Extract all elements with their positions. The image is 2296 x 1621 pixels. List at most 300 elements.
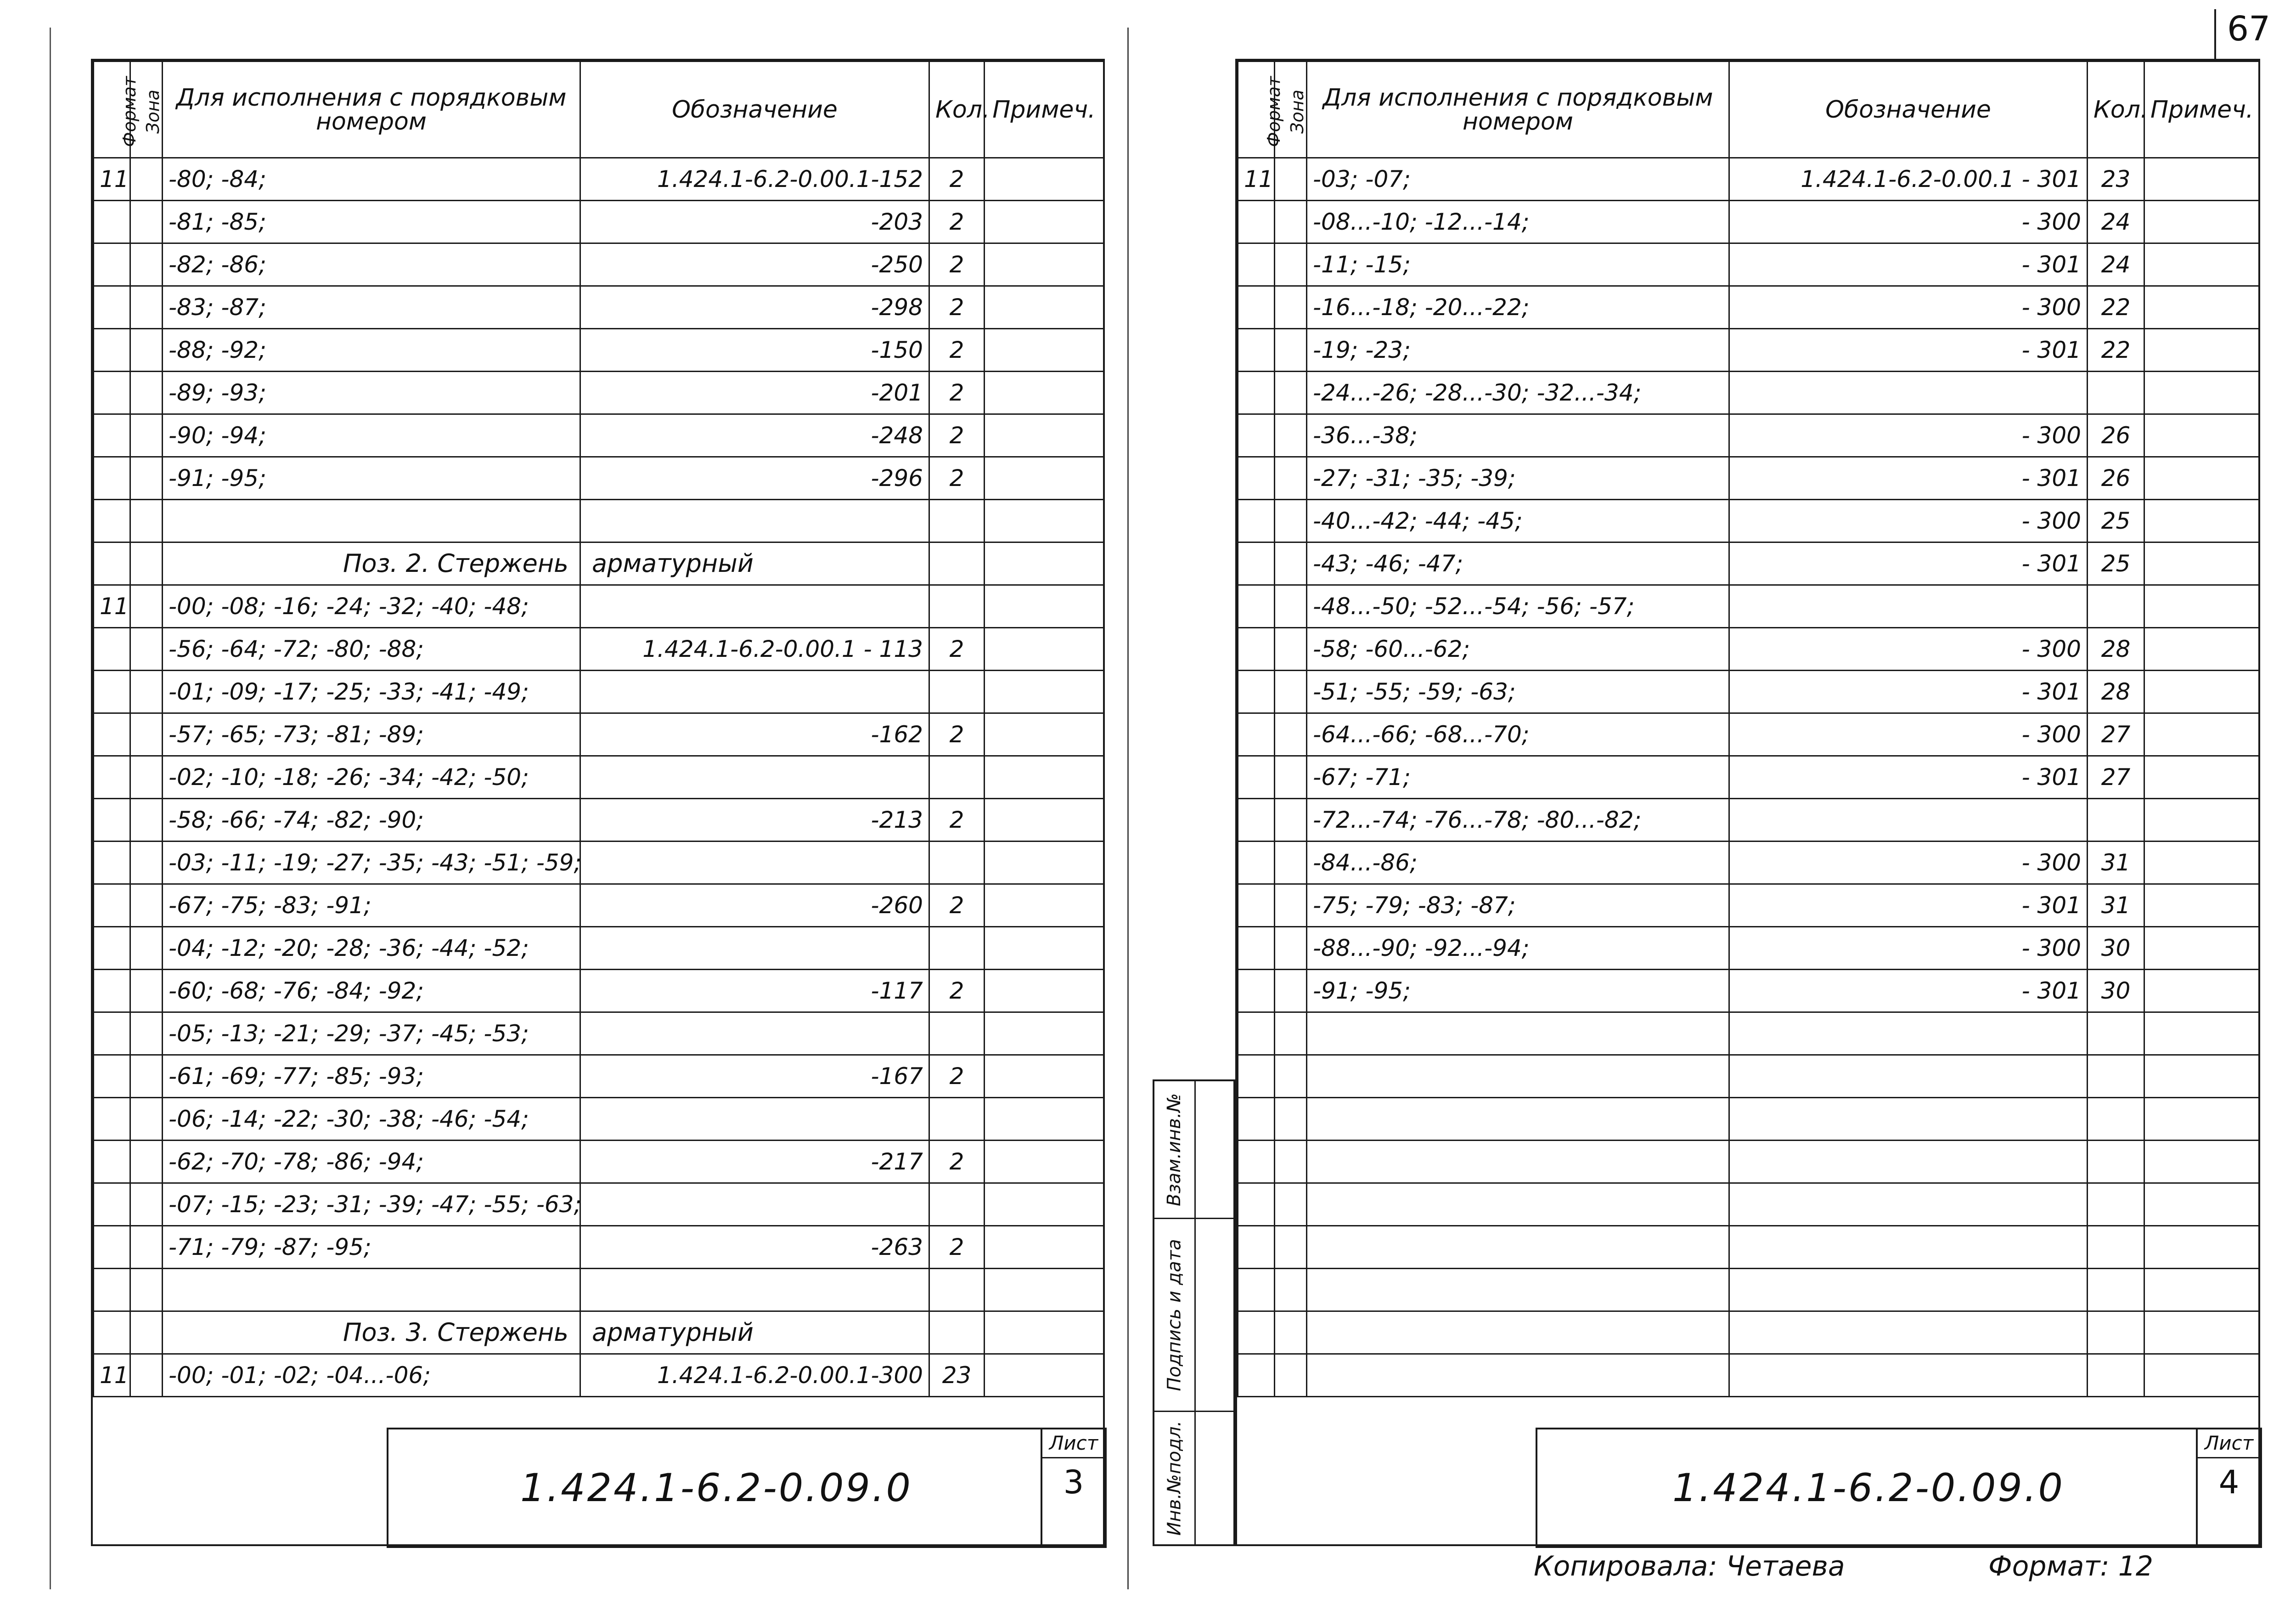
cell-format bbox=[1238, 243, 1275, 286]
cell-zone bbox=[130, 884, 163, 927]
cell-execution: -58; -66; -74; -82; -90; bbox=[163, 799, 580, 842]
table-row bbox=[94, 500, 1104, 542]
table-row bbox=[1238, 372, 2259, 414]
table-row bbox=[1238, 500, 2259, 542]
cell-execution: -48...-50; -52...-54; -56; -57; bbox=[1307, 585, 1729, 628]
cell-note bbox=[985, 286, 1104, 329]
cell-execution: -80; -84; bbox=[163, 158, 580, 201]
cell-zone bbox=[1275, 1269, 1307, 1311]
document-code: 1.424.1-6.2-0.09.0 bbox=[1672, 1465, 2065, 1510]
spec-table-left bbox=[93, 61, 1104, 1397]
cell-designation bbox=[1729, 1055, 2088, 1098]
cell-qty bbox=[929, 671, 985, 713]
cell-note bbox=[985, 1311, 1104, 1354]
cell-qty bbox=[2088, 1311, 2144, 1354]
cell-note bbox=[985, 884, 1104, 927]
cell-note bbox=[2144, 842, 2259, 884]
cell-execution bbox=[1307, 1141, 1729, 1183]
cell-zone bbox=[130, 158, 163, 201]
cell-qty: 2 bbox=[929, 1226, 985, 1269]
cell-format bbox=[1238, 1141, 1275, 1183]
cell-format bbox=[1238, 799, 1275, 842]
cell-note bbox=[2144, 671, 2259, 713]
cell-note bbox=[2144, 756, 2259, 799]
cell-execution: -11; -15; bbox=[1307, 243, 1729, 286]
cell-format bbox=[1238, 1183, 1275, 1226]
cell-format bbox=[1238, 286, 1275, 329]
cell-zone bbox=[1275, 628, 1307, 671]
table-row bbox=[94, 585, 1104, 628]
sheet-left bbox=[91, 59, 1105, 1546]
cell-designation bbox=[580, 1183, 929, 1226]
cell-format bbox=[94, 1226, 130, 1269]
table-row bbox=[94, 457, 1104, 500]
cell-designation bbox=[1729, 372, 2088, 414]
cell-execution: -64...-66; -68...-70; bbox=[1307, 713, 1729, 756]
cell-note bbox=[2144, 372, 2259, 414]
cell-format bbox=[94, 799, 130, 842]
sheet-label: Лист bbox=[2198, 1429, 2260, 1458]
cell-format bbox=[1238, 628, 1275, 671]
cell-note bbox=[985, 1183, 1104, 1226]
table-row bbox=[1238, 970, 2259, 1012]
cell-execution: -56; -64; -72; -80; -88; bbox=[163, 628, 580, 671]
cell-zone bbox=[130, 1098, 163, 1141]
cell-qty bbox=[929, 1012, 985, 1055]
cell-execution: -05; -13; -21; -29; -37; -45; -53; bbox=[163, 1012, 580, 1055]
header-zone: Зона bbox=[130, 62, 163, 158]
cell-designation: - 301 bbox=[1729, 671, 2088, 713]
cell-qty: 31 bbox=[2088, 842, 2144, 884]
cell-zone bbox=[130, 414, 163, 457]
cell-zone bbox=[130, 286, 163, 329]
cell-qty bbox=[2088, 372, 2144, 414]
table-row bbox=[94, 158, 1104, 201]
table-row bbox=[94, 970, 1104, 1012]
cell-note bbox=[2144, 500, 2259, 542]
cell-zone bbox=[130, 756, 163, 799]
cell-qty bbox=[2088, 1269, 2144, 1311]
cell-format bbox=[94, 542, 130, 585]
cell-format bbox=[1238, 585, 1275, 628]
cell-format bbox=[94, 1098, 130, 1141]
cell-qty bbox=[929, 1183, 985, 1226]
table-row bbox=[94, 671, 1104, 713]
cell-designation bbox=[1729, 1354, 2088, 1397]
table-row bbox=[1238, 884, 2259, 927]
cell-note bbox=[2144, 1098, 2259, 1141]
table-row bbox=[1238, 799, 2259, 842]
cell-zone bbox=[130, 970, 163, 1012]
cell-execution: -61; -69; -77; -85; -93; bbox=[163, 1055, 580, 1098]
cell-zone bbox=[1275, 286, 1307, 329]
cell-zone bbox=[1275, 372, 1307, 414]
table-row bbox=[94, 414, 1104, 457]
table-row bbox=[94, 1098, 1104, 1141]
cell-designation bbox=[1729, 799, 2088, 842]
cell-qty: 2 bbox=[929, 243, 985, 286]
cell-designation bbox=[1729, 1183, 2088, 1226]
table-row bbox=[1238, 1098, 2259, 1141]
cell-execution bbox=[163, 1269, 580, 1311]
section-title: Поз. 3. Стержень bbox=[163, 1311, 580, 1354]
cell-note bbox=[985, 1098, 1104, 1141]
cell-qty bbox=[929, 927, 985, 970]
cell-designation: -201 bbox=[580, 372, 929, 414]
cell-zone bbox=[130, 542, 163, 585]
header-execution: Для исполнения с порядковым номером bbox=[1307, 62, 1729, 158]
cell-execution: -88...-90; -92...-94; bbox=[1307, 927, 1729, 970]
section-title-cont: арматурный bbox=[580, 542, 929, 585]
cell-qty bbox=[2088, 1354, 2144, 1397]
cell-note bbox=[985, 243, 1104, 286]
cell-execution: -91; -95; bbox=[163, 457, 580, 500]
cell-qty bbox=[2088, 585, 2144, 628]
cell-note bbox=[2144, 927, 2259, 970]
cell-zone bbox=[1275, 756, 1307, 799]
cell-note bbox=[985, 1141, 1104, 1183]
cell-qty: 2 bbox=[929, 970, 985, 1012]
cell-designation bbox=[580, 500, 929, 542]
cell-zone bbox=[130, 1183, 163, 1226]
stamp-inv-original: Инв.№подл. bbox=[1154, 1412, 1233, 1544]
table-row bbox=[94, 1183, 1104, 1226]
cell-note bbox=[985, 671, 1104, 713]
header-qty: Кол. bbox=[929, 62, 985, 158]
cell-note bbox=[985, 799, 1104, 842]
sheet-label: Лист bbox=[1042, 1429, 1105, 1458]
table-row bbox=[94, 756, 1104, 799]
cell-designation bbox=[1729, 1226, 2088, 1269]
cell-format bbox=[94, 329, 130, 372]
table-row bbox=[1238, 542, 2259, 585]
table-row bbox=[94, 286, 1104, 329]
table-row bbox=[1238, 1354, 2259, 1397]
cell-execution bbox=[1307, 1226, 1729, 1269]
cell-zone bbox=[130, 799, 163, 842]
cell-qty: 2 bbox=[929, 1141, 985, 1183]
cell-execution: -83; -87; bbox=[163, 286, 580, 329]
cell-zone bbox=[1275, 671, 1307, 713]
cell-note bbox=[2144, 585, 2259, 628]
cell-note bbox=[2144, 799, 2259, 842]
sheet-right bbox=[1235, 59, 2260, 1546]
cell-note bbox=[985, 927, 1104, 970]
cell-note bbox=[2144, 1269, 2259, 1311]
table-row bbox=[1238, 329, 2259, 372]
cell-qty: 26 bbox=[2088, 457, 2144, 500]
table-row bbox=[94, 927, 1104, 970]
cell-qty: 2 bbox=[929, 201, 985, 243]
cell-designation: - 301 bbox=[1729, 884, 2088, 927]
cell-designation: - 300 bbox=[1729, 286, 2088, 329]
cell-designation: - 300 bbox=[1729, 414, 2088, 457]
cell-zone bbox=[130, 201, 163, 243]
cell-note bbox=[2144, 1012, 2259, 1055]
cell-designation: - 300 bbox=[1729, 201, 2088, 243]
cell-format bbox=[1238, 414, 1275, 457]
cell-format bbox=[1238, 1055, 1275, 1098]
stamp-inv-replace: Взам.инв.№ bbox=[1154, 1081, 1233, 1219]
cell-designation: -250 bbox=[580, 243, 929, 286]
cell-designation bbox=[1729, 1012, 2088, 1055]
table-row bbox=[1238, 1183, 2259, 1226]
cell-qty bbox=[2088, 1098, 2144, 1141]
cell-designation: -117 bbox=[580, 970, 929, 1012]
document-code: 1.424.1-6.2-0.09.0 bbox=[520, 1465, 912, 1510]
table-row bbox=[1238, 1311, 2259, 1354]
cell-qty: 2 bbox=[929, 457, 985, 500]
cell-format bbox=[94, 756, 130, 799]
cell-execution: -36...-38; bbox=[1307, 414, 1729, 457]
cell-designation: -217 bbox=[580, 1141, 929, 1183]
cell-execution: -06; -14; -22; -30; -38; -46; -54; bbox=[163, 1098, 580, 1141]
cell-zone bbox=[1275, 927, 1307, 970]
cell-format bbox=[1238, 970, 1275, 1012]
cell-execution: -27; -31; -35; -39; bbox=[1307, 457, 1729, 500]
cell-note bbox=[2144, 1311, 2259, 1354]
cell-qty bbox=[2088, 1141, 2144, 1183]
table-row bbox=[94, 201, 1104, 243]
cell-execution bbox=[1307, 1055, 1729, 1098]
cell-designation: -248 bbox=[580, 414, 929, 457]
cell-qty bbox=[929, 1311, 985, 1354]
cell-qty bbox=[2088, 1183, 2144, 1226]
table-row bbox=[1238, 628, 2259, 671]
table-row bbox=[1238, 414, 2259, 457]
format-label: Формат: 12 bbox=[1988, 1550, 2154, 1582]
cell-note bbox=[985, 542, 1104, 585]
cell-format bbox=[1238, 756, 1275, 799]
table-row bbox=[1238, 158, 2259, 201]
cell-execution: -88; -92; bbox=[163, 329, 580, 372]
table-row bbox=[1238, 842, 2259, 884]
header-format: Формат bbox=[94, 62, 130, 158]
cell-qty: 2 bbox=[929, 628, 985, 671]
cell-format bbox=[94, 713, 130, 756]
cell-execution bbox=[1307, 1354, 1729, 1397]
cell-execution: -01; -09; -17; -25; -33; -41; -49; bbox=[163, 671, 580, 713]
header-format: Формат bbox=[1238, 62, 1275, 158]
binding-margin-line bbox=[50, 28, 51, 1589]
cell-execution: -19; -23; bbox=[1307, 329, 1729, 372]
cell-execution: -81; -85; bbox=[163, 201, 580, 243]
cell-designation bbox=[580, 756, 929, 799]
cell-designation bbox=[1729, 1141, 2088, 1183]
cell-designation: -298 bbox=[580, 286, 929, 329]
cell-designation bbox=[1729, 1098, 2088, 1141]
stamp-sign-date: Подпись и дата bbox=[1154, 1219, 1233, 1412]
cell-zone bbox=[1275, 970, 1307, 1012]
cell-note bbox=[2144, 329, 2259, 372]
cell-format bbox=[94, 671, 130, 713]
cell-zone bbox=[130, 1269, 163, 1311]
cell-execution bbox=[1307, 1098, 1729, 1141]
table-row bbox=[94, 1055, 1104, 1098]
cell-note bbox=[985, 158, 1104, 201]
cell-note bbox=[2144, 457, 2259, 500]
cell-execution: -16...-18; -20...-22; bbox=[1307, 286, 1729, 329]
cell-execution: -00; -01; -02; -04...-06; bbox=[163, 1354, 580, 1397]
cell-zone bbox=[1275, 1311, 1307, 1354]
cell-qty: 28 bbox=[2088, 671, 2144, 713]
cell-zone bbox=[1275, 500, 1307, 542]
cell-zone bbox=[130, 1226, 163, 1269]
cell-note bbox=[985, 1055, 1104, 1098]
table-row bbox=[94, 243, 1104, 286]
cell-execution: -08...-10; -12...-14; bbox=[1307, 201, 1729, 243]
cell-note bbox=[985, 713, 1104, 756]
cell-qty: 27 bbox=[2088, 756, 2144, 799]
cell-format bbox=[94, 842, 130, 884]
cell-designation bbox=[580, 1098, 929, 1141]
section-heading-row bbox=[94, 1311, 1104, 1354]
cell-execution: -89; -93; bbox=[163, 372, 580, 414]
table-row bbox=[94, 372, 1104, 414]
cell-format bbox=[1238, 1354, 1275, 1397]
table-row bbox=[94, 713, 1104, 756]
cell-note bbox=[985, 1012, 1104, 1055]
table-row bbox=[1238, 927, 2259, 970]
section-title: Поз. 2. Стержень bbox=[163, 542, 580, 585]
cell-qty bbox=[2088, 1012, 2144, 1055]
table-row bbox=[1238, 243, 2259, 286]
cell-zone bbox=[1275, 457, 1307, 500]
cell-zone bbox=[1275, 158, 1307, 201]
cell-zone bbox=[130, 585, 163, 628]
cell-zone bbox=[130, 628, 163, 671]
cell-qty: 22 bbox=[2088, 329, 2144, 372]
sheet-number-box bbox=[2196, 1429, 2260, 1546]
cell-execution: -51; -55; -59; -63; bbox=[1307, 671, 1729, 713]
table-row bbox=[94, 1141, 1104, 1183]
cell-designation: - 300 bbox=[1729, 927, 2088, 970]
cell-format bbox=[1238, 671, 1275, 713]
cell-zone bbox=[1275, 201, 1307, 243]
cell-zone bbox=[130, 713, 163, 756]
cell-format bbox=[1238, 713, 1275, 756]
cell-format bbox=[1238, 500, 1275, 542]
cell-qty: 22 bbox=[2088, 286, 2144, 329]
cell-designation: -167 bbox=[580, 1055, 929, 1098]
cell-zone bbox=[1275, 842, 1307, 884]
cell-note bbox=[2144, 1141, 2259, 1183]
cell-execution: -71; -79; -87; -95; bbox=[163, 1226, 580, 1269]
cell-qty: 2 bbox=[929, 799, 985, 842]
header-designation: Обозначение bbox=[580, 62, 929, 158]
section-heading-row bbox=[94, 542, 1104, 585]
cell-note bbox=[2144, 970, 2259, 1012]
cell-note bbox=[2144, 243, 2259, 286]
header-execution: Для исполнения с порядковым номером bbox=[163, 62, 580, 158]
cell-format bbox=[1238, 1311, 1275, 1354]
cell-execution: -67; -71; bbox=[1307, 756, 1729, 799]
sheet-number-box bbox=[1041, 1429, 1105, 1546]
cell-qty: 2 bbox=[929, 414, 985, 457]
cell-format bbox=[94, 970, 130, 1012]
cell-qty: 2 bbox=[929, 1055, 985, 1098]
cell-designation bbox=[1729, 585, 2088, 628]
sheet-number: 3 bbox=[1063, 1463, 1084, 1501]
cell-note bbox=[985, 329, 1104, 372]
cell-execution: -02; -10; -18; -26; -34; -42; -50; bbox=[163, 756, 580, 799]
cell-format bbox=[1238, 372, 1275, 414]
cell-note bbox=[2144, 1055, 2259, 1098]
cell-qty bbox=[929, 542, 985, 585]
cell-note bbox=[985, 201, 1104, 243]
cell-zone bbox=[130, 671, 163, 713]
table-header-row bbox=[94, 62, 1104, 158]
cell-format bbox=[1238, 1098, 1275, 1141]
cell-execution: -84...-86; bbox=[1307, 842, 1729, 884]
cell-note bbox=[985, 970, 1104, 1012]
cell-execution: -75; -79; -83; -87; bbox=[1307, 884, 1729, 927]
cell-designation: -162 bbox=[580, 713, 929, 756]
cell-designation: 1.424.1-6.2-0.00.1-300 bbox=[580, 1354, 929, 1397]
cell-designation bbox=[580, 842, 929, 884]
cell-zone bbox=[130, 243, 163, 286]
cell-qty: 27 bbox=[2088, 713, 2144, 756]
cell-note bbox=[985, 1354, 1104, 1397]
title-block-right bbox=[1536, 1428, 2262, 1548]
cell-qty bbox=[929, 1269, 985, 1311]
header-designation: Обозначение bbox=[1729, 62, 2088, 158]
cell-execution: -58; -60...-62; bbox=[1307, 628, 1729, 671]
cell-designation: -263 bbox=[580, 1226, 929, 1269]
cell-designation bbox=[580, 585, 929, 628]
table-row bbox=[94, 1354, 1104, 1397]
cell-execution: -07; -15; -23; -31; -39; -47; -55; -63; bbox=[163, 1183, 580, 1226]
cell-format: 11 bbox=[94, 158, 130, 201]
cell-designation bbox=[580, 1012, 929, 1055]
cell-format bbox=[1238, 884, 1275, 927]
cell-qty bbox=[2088, 799, 2144, 842]
cell-format bbox=[94, 201, 130, 243]
cell-zone bbox=[130, 457, 163, 500]
cell-zone bbox=[1275, 884, 1307, 927]
spec-rows-left bbox=[94, 158, 1104, 1397]
cell-zone bbox=[1275, 1141, 1307, 1183]
cell-qty bbox=[929, 500, 985, 542]
cell-designation bbox=[1729, 1311, 2088, 1354]
cell-designation: -260 bbox=[580, 884, 929, 927]
cell-designation: 1.424.1-6.2-0.00.1-152 bbox=[580, 158, 929, 201]
cell-designation bbox=[580, 927, 929, 970]
cell-format bbox=[1238, 842, 1275, 884]
cell-format: 11 bbox=[94, 1354, 130, 1397]
cell-note bbox=[985, 414, 1104, 457]
cell-execution: -62; -70; -78; -86; -94; bbox=[163, 1141, 580, 1183]
cell-format bbox=[1238, 927, 1275, 970]
cell-designation: 1.424.1-6.2-0.00.1 - 301 bbox=[1729, 158, 2088, 201]
table-row bbox=[1238, 286, 2259, 329]
sheet-number: 4 bbox=[2218, 1463, 2240, 1501]
table-header-row bbox=[1238, 62, 2259, 158]
cell-zone bbox=[130, 1012, 163, 1055]
cell-designation: - 301 bbox=[1729, 970, 2088, 1012]
cell-execution: -03; -11; -19; -27; -35; -43; -51; -59; bbox=[163, 842, 580, 884]
cell-qty: 2 bbox=[929, 329, 985, 372]
cell-qty: 23 bbox=[929, 1354, 985, 1397]
cell-qty: 2 bbox=[929, 372, 985, 414]
cell-execution bbox=[1307, 1012, 1729, 1055]
cell-qty: 31 bbox=[2088, 884, 2144, 927]
cell-format bbox=[94, 457, 130, 500]
cell-qty bbox=[929, 756, 985, 799]
page-number: 67 bbox=[2214, 9, 2270, 60]
cell-zone bbox=[1275, 1098, 1307, 1141]
cell-format: 11 bbox=[94, 585, 130, 628]
